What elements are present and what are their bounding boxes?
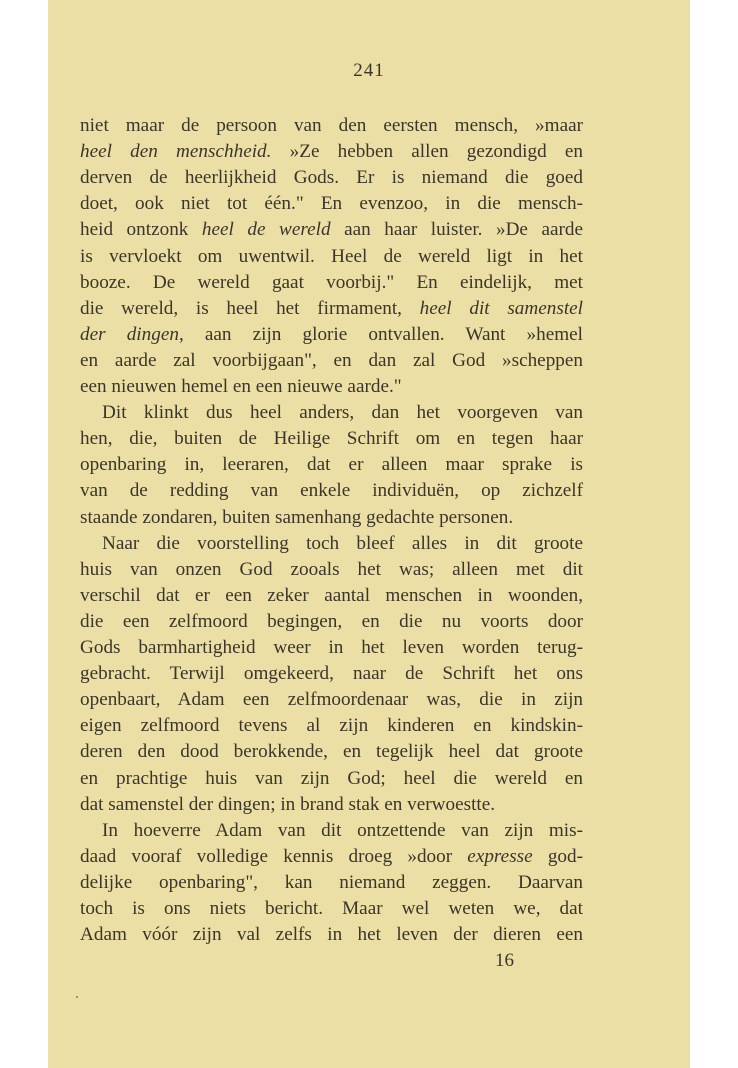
text-run: In hoeverre Adam van dit ontzettende van zijn mis-: [102, 819, 583, 841]
text-line: [80, 557, 583, 583]
body-text: [80, 0, 583, 1068]
text-line: [80, 191, 583, 217]
text-line: [80, 609, 583, 635]
text-run: gebracht. Terwijl omgekeerd, naar de Schrift het ons: [80, 663, 583, 685]
text-run: openbaring in, leeraren, dat er alleen maar sprake is: [80, 454, 583, 476]
text-line: [80, 165, 583, 191]
text-run: verschil dat er een zeker aantal menschen in woonden,: [80, 584, 583, 606]
text-run: Naar die voorstelling toch bleef alles in dit groote: [102, 532, 583, 554]
text-line: [80, 713, 583, 739]
text-line: [80, 478, 583, 504]
text-run: en aarde zal voorbijgaan", en dan zal God »scheppen: [80, 349, 583, 371]
text-line: [80, 452, 583, 478]
text-run: daad vooraf volledige kennis droeg »door: [80, 845, 468, 867]
text-line: [80, 818, 583, 844]
text-line: [80, 322, 583, 348]
text-line: [80, 896, 583, 922]
text-line: [80, 739, 583, 765]
text-run: Gods barmhartigheid weer in het leven worden terug-: [80, 637, 583, 658]
text-line: [80, 139, 583, 165]
text-line: [80, 296, 583, 322]
text-line: [80, 400, 583, 426]
text-run: , aan zijn glorie ontvallen. Want »hemel: [178, 323, 583, 345]
text-run: aan haar luister. »De aarde: [330, 219, 584, 241]
text-run: openbaart, Adam een zelfmoordenaar was, die in zijn: [80, 689, 583, 711]
page-number: 241: [353, 60, 385, 81]
text-run: dat samenstel der dingen; in brand stak en verwoestte.: [80, 793, 496, 815]
text-run: god-: [532, 845, 584, 867]
text-line: [80, 531, 583, 557]
text-run: een nieuwen hemel en een nieuwe aarde.": [80, 376, 402, 397]
text-run: niet maar de persoon van den eersten mensch, »maar: [80, 115, 583, 136]
text-line: [80, 870, 583, 896]
text-run: is vervloekt om uwentwil. Heel de wereld ligt in het: [80, 245, 583, 267]
text-line: [80, 583, 583, 609]
text-line: [80, 505, 583, 531]
italic-phrase: expresse: [467, 845, 533, 867]
text-line: [80, 844, 583, 870]
text-line: [80, 922, 583, 948]
text-line: [80, 687, 583, 713]
text-run: eigen zelfmoord tevens al zijn kinderen en kindskin-: [80, 715, 583, 737]
text-run: booze. De wereld gaat voorbij." En eindelijk, met: [80, 271, 583, 293]
signature-mark: 16: [495, 950, 514, 971]
text-run: toch is ons niets bericht. Maar wel weten we, dat: [80, 898, 583, 919]
text-line: [80, 244, 583, 270]
text-run: heid ontzonk: [80, 219, 202, 241]
text-line: [80, 217, 583, 243]
paper-speck: [76, 996, 78, 998]
italic-phrase: heel de wereld: [201, 219, 331, 241]
text-line: [80, 426, 583, 452]
text-line: [80, 348, 583, 374]
text-run: hen, die, buiten de Heilige Schrift om en tegen haar: [80, 428, 583, 450]
text-run: doet, ook niet tot één." En evenzoo, in die mensch-: [80, 193, 583, 215]
text-line: [80, 792, 583, 818]
italic-phrase: heel den menschheid.: [80, 141, 272, 163]
text-line: [80, 661, 583, 687]
text-line: [80, 113, 583, 139]
text-run: huis van onzen God zooals het was; alleen met dit: [80, 558, 583, 580]
text-run: Dit klinkt dus heel anders, dan het voorgeven van: [102, 402, 583, 424]
text-run: en prachtige huis van zijn God; heel die wereld en: [80, 767, 583, 789]
text-run: Adam vóór zijn val zelfs in het leven der dieren een: [80, 924, 583, 946]
text-run: staande zondaren, buiten samenhang gedachte personen.: [80, 506, 514, 528]
text-run: die wereld, is heel het firmament,: [80, 297, 420, 319]
text-run: deren den dood berokkende, en tegelijk heel dat groote: [80, 741, 583, 763]
text-run: die een zelfmoord begingen, en die nu voorts door: [80, 610, 583, 632]
text-line: [80, 635, 583, 661]
text-run: delijke openbaring", kan niemand zeggen. Daarvan: [80, 871, 583, 893]
text-line: [80, 270, 583, 296]
text-run: »Ze hebben allen gezondigd en: [271, 141, 583, 163]
text-run: van de redding van enkele individuën, op zichzelf: [80, 480, 583, 502]
italic-phrase: der dingen: [80, 323, 179, 345]
italic-phrase: heel dit samenstel: [419, 297, 583, 319]
text-run: derven de heerlijkheid Gods. Er is niemand die goed: [80, 167, 583, 189]
text-line: [80, 766, 583, 792]
text-line: [80, 374, 583, 400]
